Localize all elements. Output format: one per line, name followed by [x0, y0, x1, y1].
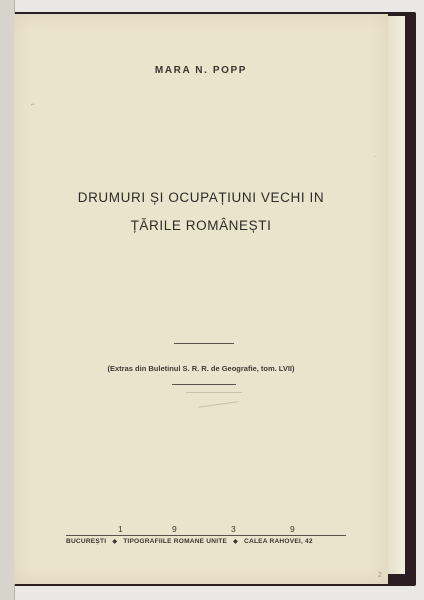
- bottom-rule: [172, 384, 236, 385]
- imprint-address: CALEA RAHOVEI, 42: [244, 538, 313, 545]
- imprint-city: BUCUREȘTI: [66, 538, 107, 545]
- faint-mark: [198, 401, 238, 408]
- imprint-line: [66, 538, 366, 545]
- year-digit: 9: [172, 524, 177, 534]
- paper-speck: ⌐: [31, 102, 35, 108]
- left-page-edge: [0, 0, 15, 600]
- imprint-printer: TIPOGRAFIILE ROMANE UNITE: [123, 538, 228, 545]
- top-rule: [174, 343, 234, 344]
- year-digit: 1: [118, 524, 123, 534]
- title-line-1: DRUMURI ȘI OCUPAȚIUNI VECHI IN: [77, 190, 325, 205]
- author-name: MARA N. POPP: [154, 65, 248, 76]
- title-line-2: ȚĂRILE ROMÂNEȘTI: [130, 218, 272, 233]
- year-digit: 9: [290, 524, 295, 534]
- imprint-rule: [66, 535, 346, 536]
- title-page: [14, 14, 388, 584]
- faint-mark: [186, 392, 242, 393]
- imprint-separator: ◆: [233, 539, 238, 545]
- pencil-mark: 2: [378, 572, 382, 579]
- extract-note: (Extras din Buletinul S. R. R. de Geografie, tom. LVII): [107, 364, 295, 373]
- paper-speck: ·: [374, 154, 376, 160]
- year-digit: 3: [231, 524, 236, 534]
- page-block-edge: [386, 16, 405, 574]
- imprint-separator: ◆: [112, 539, 118, 545]
